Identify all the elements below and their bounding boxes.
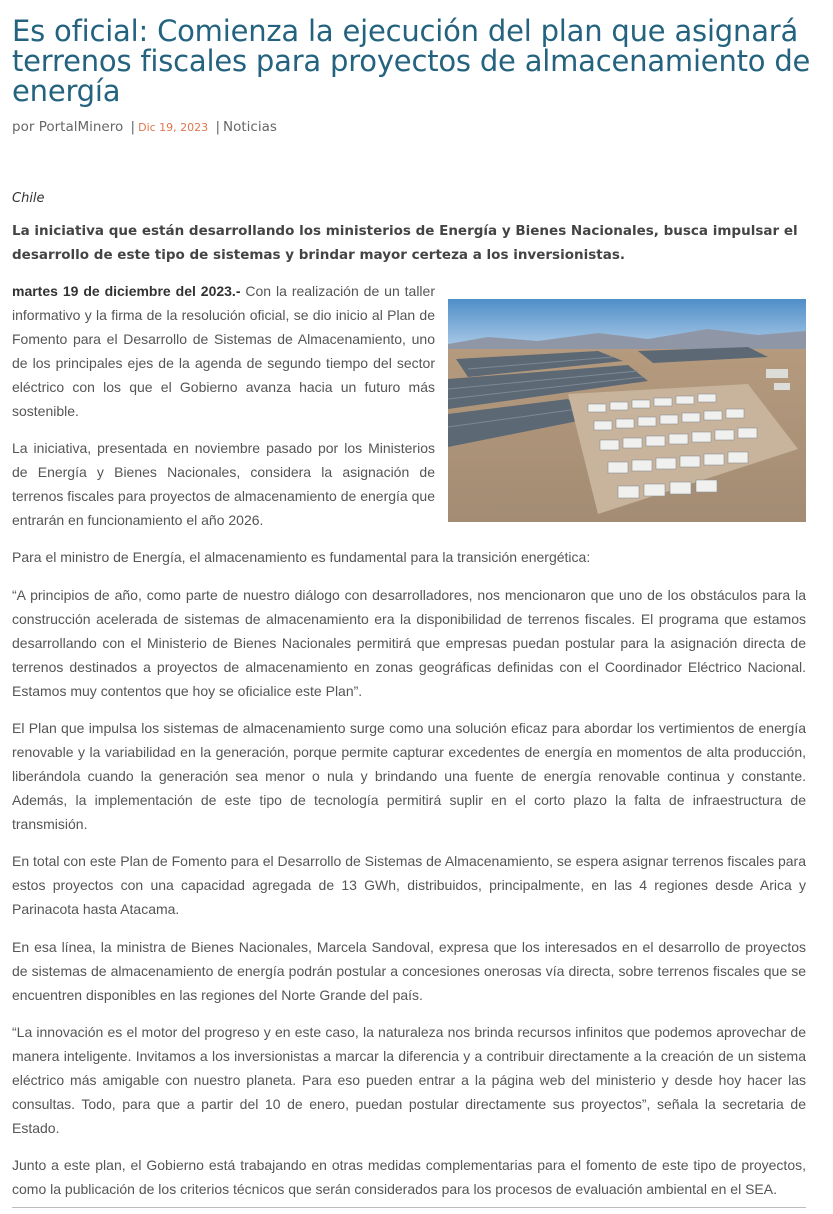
article-location: Chile bbox=[12, 191, 45, 206]
paragraph-text: Con la realización de un taller informativo y la firma de la resolución oficial, se dio inicio al Plan de Fomento para el Desarrollo de Sistemas de Almacenamiento, uno de los principales ejes de la agenda de segundo tiempo del sector eléctrico con los que el Gobierno avanza hacia un futuro más sostenible. bbox=[12, 283, 435, 419]
divider bbox=[12, 1207, 806, 1208]
article-title: Es oficial: Comienza la ejecución del plan que asignará terrenos fiscales para proyectos de almacenamiento de energía bbox=[12, 14, 811, 108]
meta-separator: | bbox=[215, 119, 221, 135]
battery-storage-plant-photo bbox=[448, 299, 806, 522]
category-link[interactable]: Noticias bbox=[223, 119, 277, 135]
article-lead: La iniciativa que están desarrollando los ministerios de Energía y Bienes Nacionales, busca impulsar el desarrollo de este tipo de sistemas y brindar mayor certeza a los inversionistas. bbox=[12, 223, 798, 263]
paragraph: Para el ministro de Energía, el almacenamiento es fundamental para la transición energética: bbox=[12, 549, 591, 565]
meta-prefix: por bbox=[12, 119, 35, 135]
paragraph: El Plan que impulsa los sistemas de almacenamiento surge como una solución eficaz para abordar los vertimientos de energía renovable y la variabilidad en la generación, porque permite capturar excedentes de energía en momentos de alta producción, liberándola cuando la generación sea menor o nula y brindando una fuente de energía renovable continua y constante. Además, la implementación de este tipo de tecnología permitirá suplir en el corto plazo la falta de infraestructura de transmisión. bbox=[12, 720, 806, 832]
dateline: martes 19 de diciembre del 2023.- bbox=[12, 283, 241, 299]
article-meta bbox=[12, 119, 277, 135]
author-link[interactable]: PortalMinero bbox=[38, 119, 124, 135]
paragraph bbox=[12, 279, 435, 423]
paragraph: Junto a este plan, el Gobierno está trabajando en otras medidas complementarias para el fomento de este tipo de proyectos, como la publicación de los criterios técnicos que serán considerados para los procesos de evaluación ambiental en el SEA. bbox=[12, 1157, 806, 1197]
meta-separator: | bbox=[130, 119, 136, 135]
minister-quote-paragraph: “A principios de año, como parte de nuestro diálogo con desarrolladores, nos mencionaron que uno de los obstáculos para la construcción acelerada de sistemas de almacenamiento era la disponibilidad de terrenos fiscales. El programa que estamos desarrollando con el Ministerio de Bienes Nacionales permitirá que empresas puedan postular para la asignación directa de terrenos destinados a proyectos de almacenamiento en zonas geográficas definidas con el Coordinador Eléctrico Nacional. Estamos muy contentos que hoy se oficialice este Plan”. bbox=[12, 587, 806, 699]
paragraph: En esa línea, la ministra de Bienes Nacionales, Marcela Sandoval, expresa que los interesados en el desarrollo de proyectos de sistemas de almacenamiento de energía podrán postular a concesiones onerosas vía directa, sobre terrenos fiscales que se encuentren disponibles en las regiones del Norte Grande del país. bbox=[12, 939, 806, 1003]
secretary-quote-paragraph: “La innovación es el motor del progreso y en este caso, la naturaleza nos brinda recursos infinitos que podemos aprovechar de manera inteligente. Invitamos a los inversionistas a marcar la diferencia y a contribuir directamente a la creación de un sistema eléctrico más amigable con nuestro planeta. Para eso pueden entrar a la página web del ministerio y desde hoy hacer las consultas. Todo, para que a partir del 10 de enero, puedan postular directamente sus proyectos”, señala la secretaria de Estado. bbox=[12, 1024, 806, 1136]
publish-date: Dic 19, 2023 bbox=[138, 121, 209, 134]
paragraph: En total con este Plan de Fomento para el Desarrollo de Sistemas de Almacenamiento, se espera asignar terrenos fiscales para estos proyectos con una capacidad agregada de 13 GWh, distribuidos, principalmente, en las 4 regiones desde Arica y Parinacota hasta Atacama. bbox=[12, 853, 806, 917]
paragraph: La iniciativa, presentada en noviembre pasado por los Ministerios de Energía y Bienes Nacionales, considera la asignación de terrenos fiscales para proyectos de almacenamiento de energía que entrarán en funcionamiento el año 2026. bbox=[12, 440, 435, 528]
